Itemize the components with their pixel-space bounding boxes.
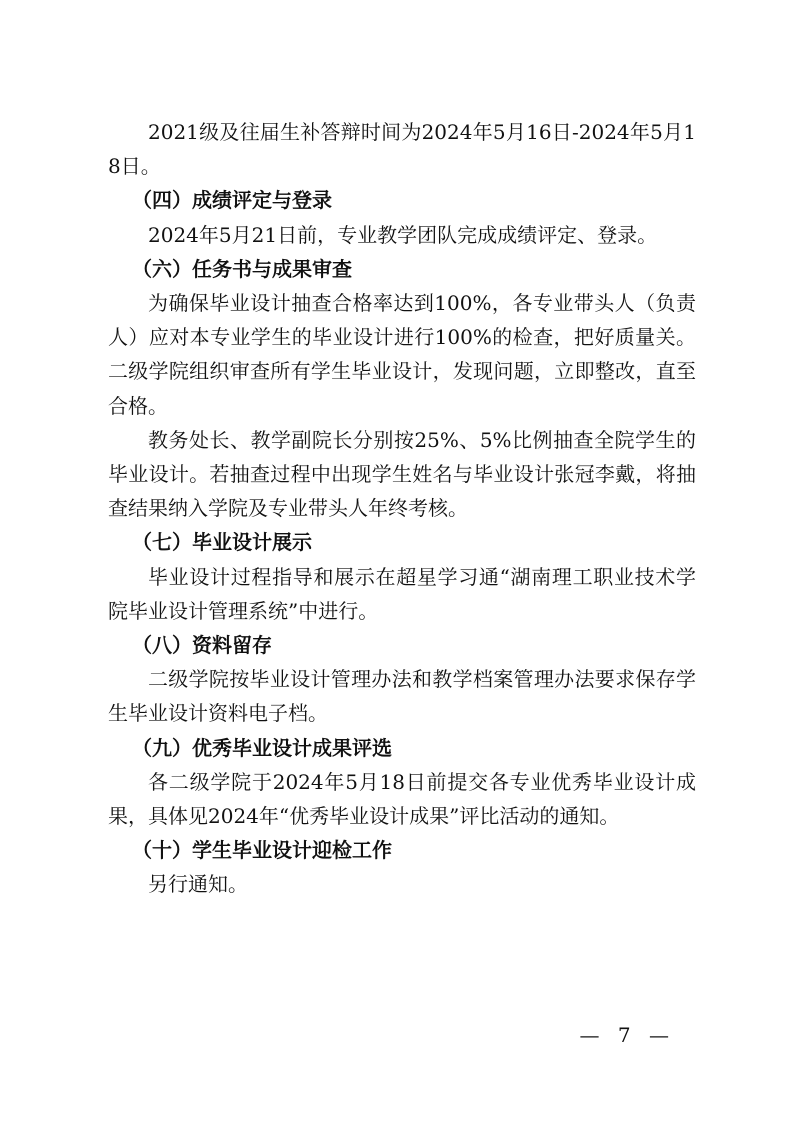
- paragraph-resit-defense-time: 2021级及往届生补答辩时间为2024年5月16日-2024年5月18日。: [108, 120, 696, 179]
- paragraph-archiving: 二级学院按毕业设计管理办法和教学档案管理办法要求保存学生毕业设计资料电子档。: [108, 667, 696, 726]
- heading-archiving: （八）资料留存: [132, 633, 272, 658]
- heading-grading-and-recording: （四）成绩评定与登录: [132, 188, 332, 213]
- heading-excellent-design-selection: （九）优秀毕业设计成果评选: [132, 735, 392, 760]
- heading-design-showcase: （七）毕业设计展示: [132, 530, 312, 555]
- paragraph-separate-notice: 另行通知。: [148, 872, 248, 897]
- paragraph-quality-check: 为确保毕业设计抽查合格率达到100%，各专业带头人（负责人）应对本专业学生的毕业设计进行100%的检查，把好质量关。二级学院组织审查所有学生毕业设计，发现问题，立即整改，直至合格。: [108, 291, 696, 418]
- paragraph-spot-check: 教务处长、教学副院长分别按25%、5%比例抽查全院学生的毕业设计。若抽查过程中出现学生姓名与毕业设计张冠李戴，将抽查结果纳入学院及专业带头人年终考核。: [108, 427, 696, 521]
- paragraph-showcase-platform: 毕业设计过程指导和展示在超星学习通“湖南理工职业技术学院毕业设计管理系统”中进行。: [108, 564, 696, 623]
- heading-inspection-work: （十）学生毕业设计迎检工作: [132, 838, 392, 863]
- document-body: [108, 115, 696, 902]
- paragraph-grading-deadline: 2024年5月21日前，专业教学团队完成成绩评定、登录。: [148, 222, 658, 247]
- page-number: — 7 —: [579, 1023, 675, 1047]
- heading-task-and-review: （六）任务书与成果审查: [132, 256, 352, 281]
- paragraph-excellent-design-selection: 各二级学院于2024年5月18日前提交各专业优秀毕业设计成果，具体见2024年“优秀毕业设计成果”评比活动的通知。: [108, 769, 696, 829]
